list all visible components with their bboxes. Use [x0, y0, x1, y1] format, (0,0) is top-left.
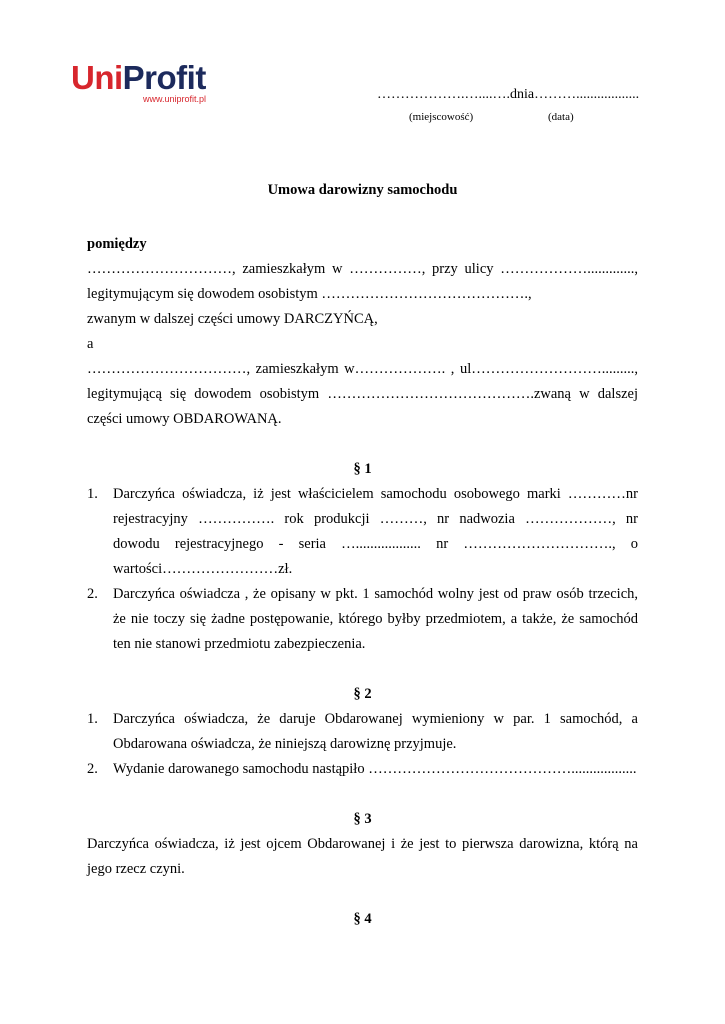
parties-conjunction: a [87, 336, 94, 352]
donor-line-3: zwanym w dalszej części umowy DARCZYŃCĄ, [87, 311, 378, 327]
section-1-item-2: 2. Darczyńca oświadcza , że opisany w pkt. 1 samochód wolny jest od praw osób trzecich, że nie toczy się żadne postępowanie, którego byłby przedmiotem, a także, że samochód ten nie stanowi przedmiotu zabezpieczenia. [87, 586, 638, 652]
section-2-heading: § 2 [353, 686, 372, 702]
section-2-item-2: 2. Wydanie darowanego samochodu nastąpiło …………………………………….................. [87, 761, 637, 777]
section-3-line-2: jego rzecz czyni. [87, 861, 185, 877]
document-title: Umowa darowizny samochodu [267, 182, 458, 198]
parties-heading: pomiędzy [87, 236, 147, 252]
logo-url: www.uniprofit.pl [143, 94, 207, 104]
section-3-heading: § 3 [353, 811, 372, 827]
section-1-item-1: 1. Darczyńca oświadcza, iż jest właścicielem samochodu osobowego marki …………nr rejestracyjny ……………. rok produkcji ………, nr nadwozia ………………, nr dowodu rejestracyjnego - seria ….................. nr …………………………., o wartości……………………zł. [87, 486, 638, 577]
section-1-heading: § 1 [353, 461, 372, 477]
section-2-list [87, 707, 638, 782]
uniprofit-logo [71, 59, 207, 104]
donor-line-1: …………………………, zamieszkałym w ……………, przy ulicy ………………............., [87, 261, 638, 277]
place-caption: (miejscowość) [409, 111, 474, 123]
section-4-heading: § 4 [353, 911, 372, 927]
section-2-item-1: 1. Darczyńca oświadcza, że daruje Obdarowanej wymieniony w par. 1 samochód, a Obdarowana oświadcza, że niniejszą darowiznę przyjmuje. [87, 711, 638, 752]
section-1-list [87, 482, 638, 657]
date-caption: (data) [548, 111, 574, 123]
document-body [87, 232, 638, 932]
donee-line-3: części umowy OBDAROWANĄ. [87, 411, 282, 427]
donor-line-2: legitymującym się dowodem osobistym ……………………………………., [87, 286, 532, 302]
logo-wordmark: UniProfit [71, 59, 206, 96]
place-date-line: ……………….…....….dnia……….................. [377, 87, 640, 102]
donee-line-1: ……………………………, zamieszkałym w………………. , ul………………………........., [87, 361, 638, 377]
section-3-line-1: Darczyńca oświadcza, iż jest ojcem Obdarowanej i że jest to pierwsza darowizna, którą na [87, 836, 638, 852]
donee-line-2: legitymującą się dowodem osobistym …………………………………….zwaną w dalszej [87, 386, 638, 402]
